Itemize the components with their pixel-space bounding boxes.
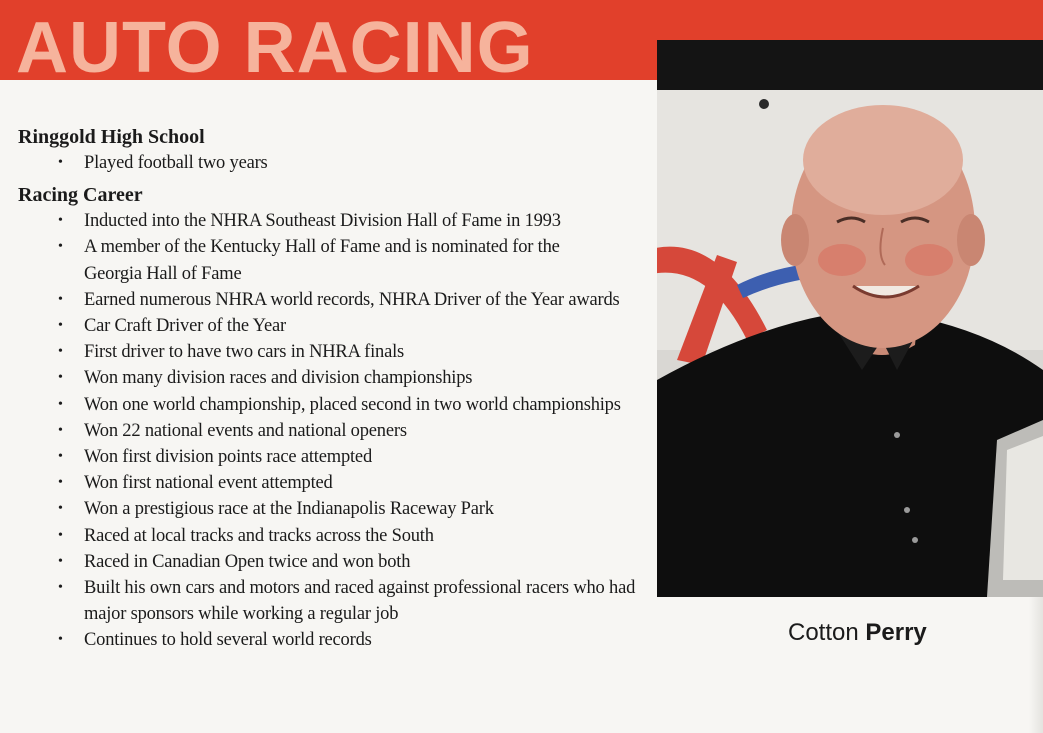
bullet-icon: •: [58, 475, 63, 491]
portrait-illustration: [657, 40, 1043, 597]
list-item: • First driver to have two cars in NHRA finals: [18, 339, 648, 365]
bullet-icon: •: [58, 501, 63, 517]
person-ear-left: [781, 214, 809, 266]
list-item: • Raced at local tracks and tracks across the South: [18, 523, 648, 549]
list-item: • A member of the Kentucky Hall of Fame and is nominated for the Georgia Hall of Fame: [18, 234, 648, 286]
list-item: • Earned numerous NHRA world records, NHRA Driver of the Year awards: [18, 287, 648, 313]
photo-caption: [788, 618, 927, 648]
shirt-button: [894, 432, 900, 438]
photo-top-band: [657, 40, 1043, 90]
bullet-icon: •: [58, 344, 63, 360]
person-cheek-right: [905, 244, 953, 276]
list-item: • Won one world championship, placed second in two world championships: [18, 392, 648, 418]
section-high-school: [18, 124, 648, 176]
list-item: • Built his own cars and motors and raced against professional racers who had major sponsors while working a regular job: [18, 575, 648, 627]
section-racing-career: [18, 182, 648, 653]
person-shirt: [657, 315, 1043, 597]
bullet-icon: •: [58, 449, 63, 465]
list-item: • Inducted into the NHRA Southeast Division Hall of Fame in 1993: [18, 208, 648, 234]
bullet-icon: •: [58, 422, 63, 438]
bullet-icon: •: [58, 155, 63, 170]
list-item: • Won first division points race attempted: [18, 444, 648, 470]
high-school-list: [18, 150, 648, 176]
list-item: • Continues to hold several world records: [18, 627, 648, 653]
bullet-icon: •: [58, 213, 63, 229]
person-ear-right: [957, 214, 985, 266]
bullet-icon: •: [58, 553, 63, 569]
page-title: AUTO RACING: [16, 8, 534, 88]
person-scalp-highlight: [803, 105, 963, 215]
list-item: • Played football two years: [18, 150, 648, 176]
bullet-icon: •: [58, 580, 63, 596]
list-item: • Won many division races and division championships: [18, 365, 648, 391]
person-cheek-left: [818, 244, 866, 276]
list-item: • Car Craft Driver of the Year: [18, 313, 648, 339]
racing-career-list: [18, 208, 648, 653]
bullet-icon: •: [58, 396, 63, 412]
list-item: • Raced in Canadian Open twice and won both: [18, 549, 648, 575]
bullet-icon: •: [58, 632, 63, 648]
trophy-plaque-inner: [1003, 436, 1043, 580]
caption-last-name: Perry: [865, 619, 927, 646]
section-heading-high-school: Ringgold High School: [18, 126, 205, 148]
list-item: • Won a prestigious race at the Indianapolis Raceway Park: [18, 496, 648, 522]
backdrop-hook: [759, 99, 769, 109]
list-item: • Won first national event attempted: [18, 470, 648, 496]
portrait-photo: [657, 40, 1043, 597]
bullet-icon: •: [58, 291, 63, 307]
biography-content: [18, 124, 648, 654]
shirt-button: [912, 537, 918, 543]
bullet-icon: •: [58, 527, 63, 543]
bullet-icon: •: [58, 318, 63, 334]
list-item: • Won 22 national events and national openers: [18, 418, 648, 444]
section-heading-racing-career: Racing Career: [18, 184, 143, 207]
bullet-icon: •: [58, 370, 63, 386]
caption-first-name: Cotton: [788, 619, 859, 646]
shirt-button: [904, 507, 910, 513]
bullet-icon: •: [58, 239, 63, 255]
